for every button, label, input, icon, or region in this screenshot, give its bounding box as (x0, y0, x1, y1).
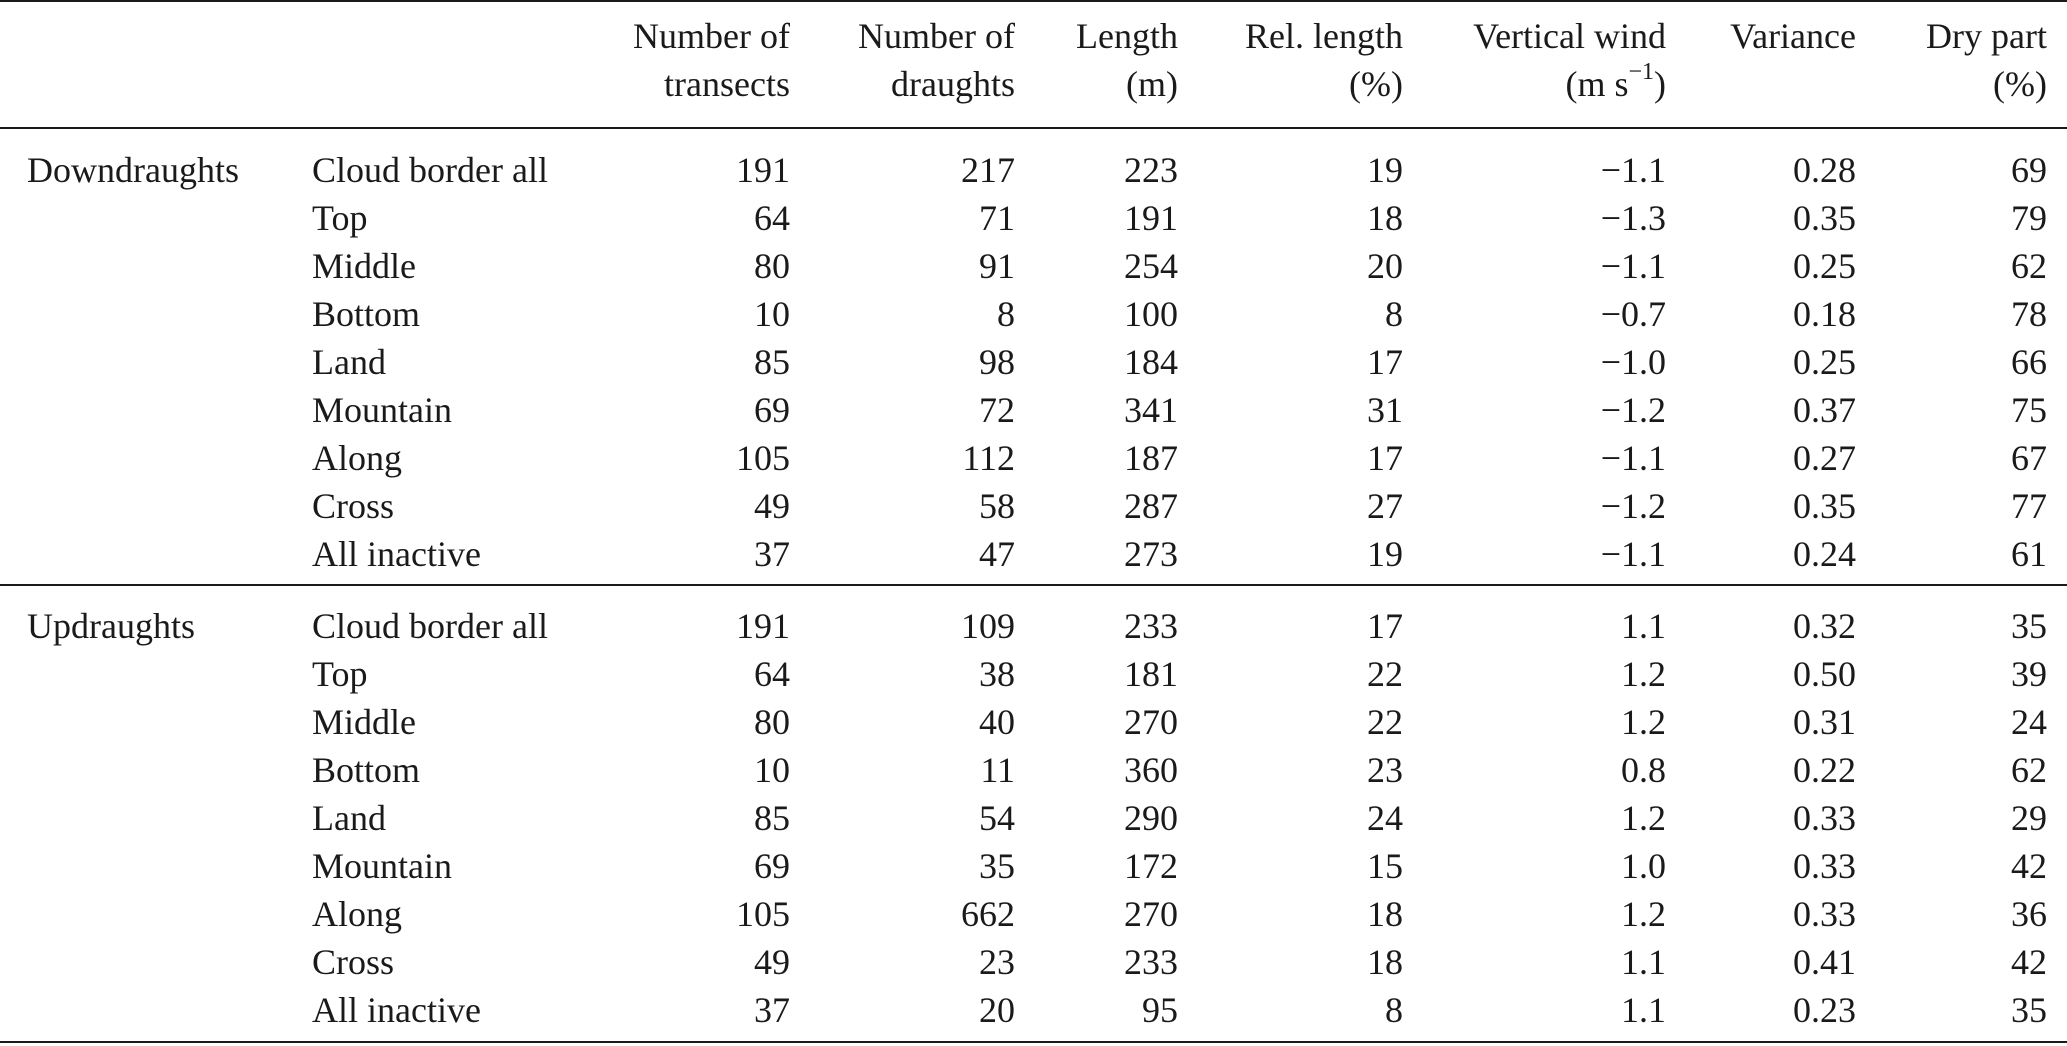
group-label-empty (0, 482, 302, 530)
cell-rel-length: 18 (1367, 198, 1403, 238)
group-label-empty (0, 938, 302, 986)
cell-length: 191 (1124, 198, 1178, 238)
cell-rel-length: 22 (1367, 702, 1403, 742)
bottom-rule (0, 1041, 2067, 1043)
cell-vertical-wind: −1.1 (1600, 534, 1666, 574)
cell-vertical-wind: −1.1 (1600, 246, 1666, 286)
cell-length: 172 (1124, 846, 1178, 886)
header-number-of-draughts: Number of draughts (858, 16, 1015, 104)
cell-rel-length: 31 (1367, 390, 1403, 430)
row-label: Middle (312, 246, 416, 286)
group-label-empty (0, 890, 302, 938)
cell-transects: 69 (754, 846, 790, 886)
cell-rel-length: 22 (1367, 654, 1403, 694)
cell-dry-part: 24 (2011, 702, 2047, 742)
table-row (0, 794, 2067, 842)
cell-draughts: 58 (979, 486, 1015, 526)
cell-dry-part: 77 (2011, 486, 2047, 526)
cell-variance: 0.33 (1793, 798, 1856, 838)
cell-rel-length: 17 (1367, 606, 1403, 646)
row-label: All inactive (312, 990, 481, 1030)
group-label-empty (0, 386, 302, 434)
table-row (0, 698, 2067, 746)
cell-rel-length: 8 (1385, 294, 1403, 334)
cell-vertical-wind: 1.2 (1621, 894, 1666, 934)
group-label-empty (0, 986, 302, 1034)
row-label: Along (312, 438, 402, 478)
cell-draughts: 54 (979, 798, 1015, 838)
cell-dry-part: 66 (2011, 342, 2047, 382)
group-label-empty (0, 650, 302, 698)
cell-transects: 10 (754, 294, 790, 334)
header-length: Length (m) (1076, 16, 1178, 104)
cell-transects: 191 (736, 150, 790, 190)
row-label: Land (312, 342, 386, 382)
cell-transects: 37 (754, 534, 790, 574)
cell-draughts: 109 (961, 606, 1015, 646)
cell-dry-part: 62 (2011, 750, 2047, 790)
row-label: Cross (312, 942, 395, 982)
cell-transects: 64 (754, 198, 790, 238)
cell-transects: 80 (754, 246, 790, 286)
cell-transects: 49 (754, 942, 790, 982)
group-label: Downdraughts (27, 150, 239, 190)
cell-length: 233 (1124, 606, 1178, 646)
table-row (0, 938, 2067, 986)
cell-dry-part: 42 (2011, 942, 2047, 982)
table-row (0, 842, 2067, 890)
cell-transects: 64 (754, 654, 790, 694)
header-rel-length: Rel. length (%) (1245, 16, 1403, 104)
downdraughts-group (0, 129, 2067, 578)
cell-rel-length: 24 (1367, 798, 1403, 838)
row-label: Land (312, 798, 386, 838)
header-variance: Variance (1730, 16, 1856, 56)
table-row (0, 746, 2067, 794)
cell-rel-length: 8 (1385, 990, 1403, 1030)
cell-variance: 0.41 (1793, 942, 1856, 982)
cell-transects: 69 (754, 390, 790, 430)
cell-dry-part: 78 (2011, 294, 2047, 334)
header-blank-subgroup (302, 0, 600, 129)
cell-draughts: 11 (980, 750, 1015, 790)
row-label: Bottom (312, 294, 421, 334)
group-label-empty (0, 338, 302, 386)
group-label-empty (0, 698, 302, 746)
cell-length: 95 (1142, 990, 1178, 1030)
cell-vertical-wind: −1.0 (1600, 342, 1666, 382)
cell-dry-part: 69 (2011, 150, 2047, 190)
cell-transects: 85 (754, 798, 790, 838)
cell-dry-part: 35 (2011, 990, 2047, 1030)
group-label: Updraughts (27, 606, 195, 646)
cell-dry-part: 35 (2011, 606, 2047, 646)
cell-variance: 0.33 (1793, 894, 1856, 934)
cell-draughts: 112 (962, 438, 1015, 478)
cell-dry-part: 62 (2011, 246, 2047, 286)
cell-rel-length: 20 (1367, 246, 1403, 286)
cell-length: 360 (1124, 750, 1178, 790)
cell-vertical-wind: −0.7 (1600, 294, 1666, 334)
group-label-empty (0, 194, 302, 242)
header-dry-part: Dry part (%) (1926, 16, 2047, 104)
row-label: Top (312, 654, 368, 694)
cell-draughts: 8 (997, 294, 1015, 334)
table-row (0, 482, 2067, 530)
cell-draughts: 38 (979, 654, 1015, 694)
table-row (0, 338, 2067, 386)
group-label-empty (0, 842, 302, 890)
cell-vertical-wind: 1.1 (1621, 942, 1666, 982)
cell-dry-part: 79 (2011, 198, 2047, 238)
row-label: Top (312, 198, 368, 238)
cell-variance: 0.50 (1793, 654, 1856, 694)
cell-vertical-wind: −1.1 (1600, 438, 1666, 478)
cell-transects: 10 (754, 750, 790, 790)
cell-length: 223 (1124, 150, 1178, 190)
cell-vertical-wind: −1.1 (1600, 150, 1666, 190)
cell-draughts: 98 (979, 342, 1015, 382)
cell-dry-part: 42 (2011, 846, 2047, 886)
cell-length: 270 (1124, 702, 1178, 742)
cell-length: 341 (1124, 390, 1178, 430)
cell-transects: 105 (736, 438, 790, 478)
cell-variance: 0.25 (1793, 342, 1856, 382)
cell-variance: 0.31 (1793, 702, 1856, 742)
cell-length: 181 (1124, 654, 1178, 694)
cell-dry-part: 75 (2011, 390, 2047, 430)
cell-draughts: 47 (979, 534, 1015, 574)
cell-variance: 0.35 (1793, 486, 1856, 526)
group-label-empty (0, 794, 302, 842)
cell-rel-length: 27 (1367, 486, 1403, 526)
cell-variance: 0.25 (1793, 246, 1856, 286)
group-label-empty (0, 530, 302, 578)
table-row (0, 386, 2067, 434)
cell-variance: 0.33 (1793, 846, 1856, 886)
row-label: Bottom (312, 750, 421, 790)
updraughts-group (0, 578, 2067, 1034)
cell-variance: 0.18 (1793, 294, 1856, 334)
row-label: All inactive (312, 534, 481, 574)
row-label: Cloud border all (312, 150, 548, 190)
cell-transects: 37 (754, 990, 790, 1030)
table-row (0, 986, 2067, 1034)
cell-dry-part: 39 (2011, 654, 2047, 694)
cell-transects: 105 (736, 894, 790, 934)
cell-draughts: 71 (979, 198, 1015, 238)
cell-vertical-wind: 1.2 (1621, 654, 1666, 694)
table-row (0, 530, 2067, 578)
row-label: Along (312, 894, 402, 934)
cell-variance: 0.23 (1793, 990, 1856, 1030)
cell-rel-length: 17 (1367, 438, 1403, 478)
table-row (0, 650, 2067, 698)
group-label-empty (0, 242, 302, 290)
cell-vertical-wind: 1.1 (1621, 990, 1666, 1030)
cell-length: 233 (1124, 942, 1178, 982)
table-row (0, 578, 2067, 650)
header-blank-group (0, 0, 302, 129)
cell-length: 254 (1124, 246, 1178, 286)
cell-draughts: 217 (961, 150, 1015, 190)
row-label: Mountain (312, 390, 452, 430)
cell-variance: 0.37 (1793, 390, 1856, 430)
cell-vertical-wind: 0.8 (1621, 750, 1666, 790)
cell-variance: 0.22 (1793, 750, 1856, 790)
header-vertical-wind: Vertical wind (m $s^{-1}$) (1403, 0, 1666, 129)
cell-draughts: 40 (979, 702, 1015, 742)
cell-draughts: 662 (961, 894, 1015, 934)
cell-transects: 191 (736, 606, 790, 646)
cell-length: 290 (1124, 798, 1178, 838)
table-row (0, 290, 2067, 338)
cell-length: 287 (1124, 486, 1178, 526)
cell-vertical-wind: 1.1 (1621, 606, 1666, 646)
table-row (0, 194, 2067, 242)
cell-draughts: 20 (979, 990, 1015, 1030)
row-label: Cloud border all (312, 606, 548, 646)
cell-variance: 0.35 (1793, 198, 1856, 238)
cell-variance: 0.32 (1793, 606, 1856, 646)
cell-vertical-wind: 1.2 (1621, 702, 1666, 742)
group-label-empty (0, 434, 302, 482)
cell-rel-length: 19 (1367, 150, 1403, 190)
row-label: Mountain (312, 846, 452, 886)
row-label: Middle (312, 702, 416, 742)
cell-length: 273 (1124, 534, 1178, 574)
cell-dry-part: 67 (2011, 438, 2047, 478)
cell-rel-length: 17 (1367, 342, 1403, 382)
cell-dry-part: 36 (2011, 894, 2047, 934)
cell-rel-length: 23 (1367, 750, 1403, 790)
group-label-empty (0, 290, 302, 338)
table-row (0, 242, 2067, 290)
cell-vertical-wind: −1.2 (1600, 486, 1666, 526)
cell-rel-length: 18 (1367, 894, 1403, 934)
cell-transects: 49 (754, 486, 790, 526)
cell-draughts: 35 (979, 846, 1015, 886)
cell-transects: 85 (754, 342, 790, 382)
row-label: Cross (312, 486, 395, 526)
cell-rel-length: 19 (1367, 534, 1403, 574)
cell-length: 187 (1124, 438, 1178, 478)
cell-vertical-wind: 1.0 (1621, 846, 1666, 886)
cell-length: 270 (1124, 894, 1178, 934)
cell-variance: 0.28 (1793, 150, 1856, 190)
table-row (0, 129, 2067, 194)
cell-length: 100 (1124, 294, 1178, 334)
cell-length: 184 (1124, 342, 1178, 382)
cell-draughts: 72 (979, 390, 1015, 430)
group-label-empty (0, 746, 302, 794)
cell-rel-length: 15 (1367, 846, 1403, 886)
cell-draughts: 23 (979, 942, 1015, 982)
cell-rel-length: 18 (1367, 942, 1403, 982)
cell-draughts: 91 (979, 246, 1015, 286)
table-row (0, 434, 2067, 482)
cell-dry-part: 61 (2011, 534, 2047, 574)
table-row (0, 890, 2067, 938)
table-header (0, 0, 2067, 129)
vertical-wind-unit: (m $s^{-1}$) (1565, 59, 1666, 104)
cell-variance: 0.24 (1793, 534, 1856, 574)
cell-transects: 80 (754, 702, 790, 742)
cell-dry-part: 29 (2011, 798, 2047, 838)
cell-variance: 0.27 (1793, 438, 1856, 478)
cell-vertical-wind: −1.3 (1600, 198, 1666, 238)
header-number-of-transects: Number of transects (633, 16, 790, 104)
cell-vertical-wind: −1.2 (1600, 390, 1666, 430)
cell-vertical-wind: 1.2 (1621, 798, 1666, 838)
